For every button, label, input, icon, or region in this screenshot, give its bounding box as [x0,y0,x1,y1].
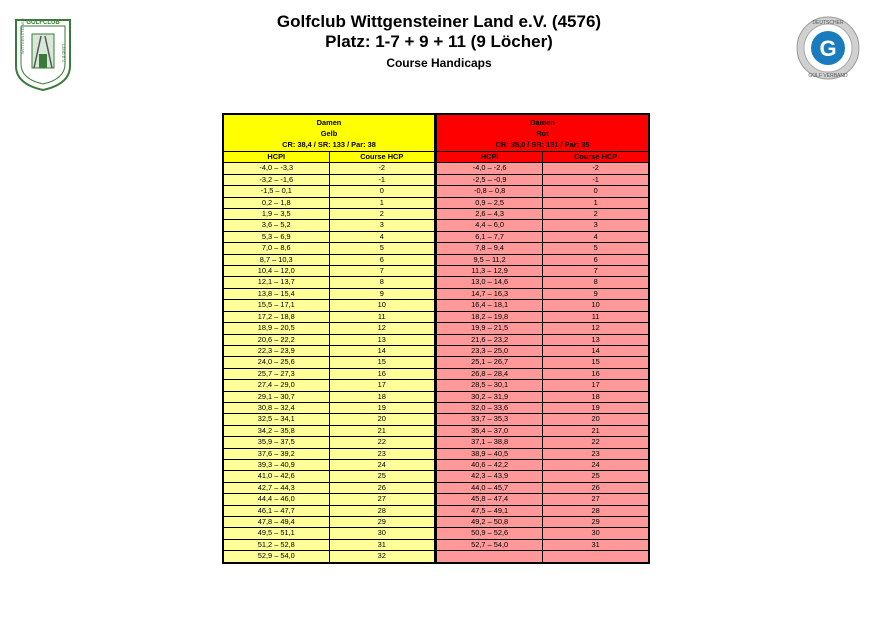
table-row [437,505,650,516]
club-title: Golfclub Wittgensteiner Land e.V. (4576) [276,12,602,31]
course-hcp-cell: 0 [329,186,435,197]
course-hcp-cell: -2 [329,163,435,174]
hcpi-range-cell: -2,5 – -0,9 [437,174,543,185]
table-row [223,186,435,197]
course-hcp-cell: 0 [543,186,649,197]
svg-text:GOLFCLUB: GOLFCLUB [26,20,60,26]
gelb-col-hcpi: HCPI [223,152,329,163]
course-hcp-cell: 28 [543,505,649,516]
course-hcp-cell: 4 [543,231,649,242]
table-row [223,539,435,550]
course-hcp-cell: 15 [329,357,435,368]
hcpi-range-cell: 35,4 – 37,0 [437,425,543,436]
course-hcp-cell: 13 [329,334,435,345]
hcpi-range-cell [437,551,543,563]
table-row [437,174,650,185]
gelb-tee-header [223,114,435,152]
course-hcp-cell: 30 [329,528,435,539]
course-hcp-cell: 19 [543,402,649,413]
table-row [223,311,435,322]
course-hcp-cell: 22 [329,437,435,448]
course-hcp-cell: 18 [543,391,649,402]
course-hcp-cell: 26 [543,482,649,493]
rot-ratings: CR: 35,0 / SR: 131 / Par: 35 [495,139,590,149]
course-title: Platz: 1-7 + 9 + 11 (9 Löcher) [325,32,553,51]
hcpi-range-cell: 47,8 – 49,4 [223,517,329,528]
course-hcp-cell: 5 [329,243,435,254]
hcpi-range-cell: 37,6 – 39,2 [223,448,329,459]
course-hcp-cell: 31 [543,539,649,550]
table-row [223,300,435,311]
table-row [437,323,650,334]
table-gelb [222,113,436,564]
hcpi-range-cell: 11,3 – 12,9 [437,266,543,277]
table-row [223,528,435,539]
course-hcp-cell: 2 [329,209,435,220]
rot-tee-header [437,114,650,152]
hcpi-range-cell: 39,3 – 40,9 [223,459,329,470]
table-row [437,197,650,208]
course-hcp-cell: 26 [329,482,435,493]
document-header [0,12,878,70]
hcpi-range-cell: 17,2 – 18,8 [223,311,329,322]
course-hcp-cell: 6 [543,254,649,265]
hcpi-range-cell: 26,8 – 28,4 [437,368,543,379]
table-row [437,243,650,254]
course-hcp-cell: 24 [329,459,435,470]
course-hcp-cell: 28 [329,505,435,516]
table-row [437,414,650,425]
hcpi-range-cell: 49,5 – 51,1 [223,528,329,539]
course-hcp-cell: -1 [329,174,435,185]
table-row [223,391,435,402]
hcpi-range-cell: 13,8 – 15,4 [223,288,329,299]
document-subtitle: Course Handicaps [386,56,492,70]
table-row [223,357,435,368]
hcpi-range-cell: 3,6 – 5,2 [223,220,329,231]
course-hcp-cell: 21 [543,425,649,436]
table-row [223,209,435,220]
table-row [223,471,435,482]
hcpi-range-cell: 32,5 – 34,1 [223,414,329,425]
table-row [223,174,435,185]
course-hcp-cell: -1 [543,174,649,185]
hcpi-range-cell: -3,2 – -1,6 [223,174,329,185]
hcpi-range-cell: 42,7 – 44,3 [223,482,329,493]
table-row [437,209,650,220]
table-row [437,528,650,539]
hcpi-range-cell: 7,8 – 9,4 [437,243,543,254]
table-row [223,459,435,470]
gelb-tee-color: Gelb [320,128,338,138]
table-row [437,494,650,505]
course-hcp-cell: 20 [543,414,649,425]
gelb-gender: Damen [316,117,342,127]
hcpi-range-cell: 21,6 – 23,2 [437,334,543,345]
hcpi-range-cell: 40,6 – 42,2 [437,459,543,470]
hcpi-range-cell: 37,1 – 38,8 [437,437,543,448]
hcpi-range-cell: 5,3 – 6,9 [223,231,329,242]
hcpi-range-cell: 7,0 – 8,6 [223,243,329,254]
table-row [437,186,650,197]
table-row [223,288,435,299]
table-row [223,163,435,174]
course-hcp-cell: 6 [329,254,435,265]
table-row [437,163,650,174]
svg-text:DEUTSCHER: DEUTSCHER [812,20,844,26]
table-row [223,277,435,288]
table-row [437,425,650,436]
svg-text:WITTGENSTEINER: WITTGENSTEINER [20,18,25,54]
table-row [437,334,650,345]
hcpi-range-cell: 41,0 – 42,6 [223,471,329,482]
course-hcp-cell: 2 [543,209,649,220]
table-row [223,402,435,413]
course-hcp-cell: 9 [543,288,649,299]
course-hcp-cell: 9 [329,288,435,299]
svg-text:G: G [819,36,837,61]
table-row [223,517,435,528]
table-row [437,391,650,402]
hcpi-range-cell: -1,5 – 0,1 [223,186,329,197]
table-row [437,311,650,322]
hcpi-range-cell: 29,1 – 30,7 [223,391,329,402]
course-hcp-cell: 13 [543,334,649,345]
hcpi-range-cell: 32,0 – 33,6 [437,402,543,413]
course-hcp-cell: 32 [329,551,435,563]
course-hcp-cell: 29 [543,517,649,528]
course-hcp-cell: 19 [329,402,435,413]
course-hcp-cell: 22 [543,437,649,448]
course-hcp-cell: 17 [329,380,435,391]
table-row [223,197,435,208]
hcpi-range-cell: 24,0 – 25,6 [223,357,329,368]
hcpi-range-cell: 30,2 – 31,9 [437,391,543,402]
hcpi-range-cell: 18,9 – 20,5 [223,323,329,334]
hcpi-range-cell: -0,8 – 0,8 [437,186,543,197]
svg-text:GOLF VERBAND: GOLF VERBAND [808,73,848,79]
hcpi-range-cell: 25,1 – 26,7 [437,357,543,368]
table-row [223,243,435,254]
course-hcp-cell: 8 [329,277,435,288]
table-row [437,459,650,470]
hcpi-range-cell: 20,6 – 22,2 [223,334,329,345]
hcpi-range-cell: 42,3 – 43,9 [437,471,543,482]
hcpi-range-cell: 18,2 – 19,8 [437,311,543,322]
table-row [437,551,650,563]
hcpi-range-cell: 1,9 – 3,5 [223,209,329,220]
hcpi-range-cell: 38,9 – 40,5 [437,448,543,459]
table-row [223,414,435,425]
course-hcp-cell: 16 [543,368,649,379]
handicap-tables [222,113,650,564]
table-row [223,231,435,242]
rot-col-hcpi: HCPI [437,152,543,163]
course-hcp-cell: 30 [543,528,649,539]
hcpi-range-cell: 22,3 – 23,9 [223,345,329,356]
table-row [223,266,435,277]
course-hcp-cell: 15 [543,357,649,368]
course-hcp-cell: 11 [329,311,435,322]
hcpi-range-cell: 30,8 – 32,4 [223,402,329,413]
hcpi-range-cell: 44,4 – 46,0 [223,494,329,505]
table-row [437,517,650,528]
table-row [223,551,435,563]
course-hcp-cell: 21 [329,425,435,436]
hcpi-range-cell: 50,9 – 52,6 [437,528,543,539]
course-hcp-cell: 10 [329,300,435,311]
course-hcp-cell: 23 [543,448,649,459]
course-hcp-cell: 17 [543,380,649,391]
table-row [223,334,435,345]
table-row [437,380,650,391]
table-row [437,402,650,413]
table-row [437,277,650,288]
hcpi-range-cell: 34,2 – 35,8 [223,425,329,436]
hcpi-range-cell: 10,4 – 12,0 [223,266,329,277]
table-row [437,368,650,379]
course-hcp-cell: 20 [329,414,435,425]
hcpi-range-cell: 52,7 – 54,0 [437,539,543,550]
table-row [437,482,650,493]
table-row [223,380,435,391]
hcpi-range-cell: 51,2 – 52,8 [223,539,329,550]
course-hcp-cell: 16 [329,368,435,379]
course-hcp-cell [543,551,649,563]
hcpi-range-cell: 15,5 – 17,1 [223,300,329,311]
table-row [223,323,435,334]
course-hcp-cell: 10 [543,300,649,311]
course-hcp-cell: 12 [543,323,649,334]
course-hcp-cell: 4 [329,231,435,242]
course-hcp-cell: 14 [329,345,435,356]
hcpi-range-cell: 33,7 – 35,3 [437,414,543,425]
table-row [223,345,435,356]
gelb-ratings: CR: 38,4 / SR: 133 / Par: 38 [282,139,376,149]
table-row [437,288,650,299]
hcpi-range-cell: 47,5 – 49,1 [437,505,543,516]
hcpi-range-cell: 4,4 – 6,0 [437,220,543,231]
course-hcp-cell: 7 [329,266,435,277]
table-row [223,425,435,436]
hcpi-range-cell: 27,4 – 29,0 [223,380,329,391]
table-row [223,482,435,493]
course-hcp-cell: 27 [543,494,649,505]
course-hcp-cell: 31 [329,539,435,550]
hcpi-range-cell: 8,7 – 10,3 [223,254,329,265]
hcpi-range-cell: 13,0 – 14,6 [437,277,543,288]
hcpi-range-cell: -4,0 – -2,6 [437,163,543,174]
hcpi-range-cell: 9,5 – 11,2 [437,254,543,265]
course-hcp-cell: 24 [543,459,649,470]
table-row [437,300,650,311]
table-row [437,231,650,242]
hcpi-range-cell: 35,9 – 37,5 [223,437,329,448]
hcpi-range-cell: 16,4 – 18,1 [437,300,543,311]
hcpi-range-cell: 49,2 – 50,8 [437,517,543,528]
table-row [223,448,435,459]
table-row [437,254,650,265]
course-hcp-cell: -2 [543,163,649,174]
hcpi-range-cell: 14,7 – 16,3 [437,288,543,299]
hcpi-range-cell: 2,6 – 4,3 [437,209,543,220]
course-hcp-cell: 18 [329,391,435,402]
course-hcp-cell: 29 [329,517,435,528]
table-row [223,368,435,379]
hcpi-range-cell: 46,1 – 47,7 [223,505,329,516]
rot-gender: Damen [530,117,555,127]
table-row [437,448,650,459]
hcpi-range-cell: -4,0 – -3,3 [223,163,329,174]
table-row [437,357,650,368]
hcpi-range-cell: 45,8 – 47,4 [437,494,543,505]
table-row [437,437,650,448]
hcpi-range-cell: 52,9 – 54,0 [223,551,329,563]
table-row [437,345,650,356]
table-row [437,266,650,277]
hcpi-range-cell: 28,5 – 30,1 [437,380,543,391]
course-hcp-cell: 25 [543,471,649,482]
table-row [223,494,435,505]
hcpi-range-cell: 12,1 – 13,7 [223,277,329,288]
course-hcp-cell: 3 [329,220,435,231]
hcpi-range-cell: 44,0 – 45,7 [437,482,543,493]
course-hcp-cell: 14 [543,345,649,356]
course-hcp-cell: 25 [329,471,435,482]
course-hcp-cell: 3 [543,220,649,231]
course-hcp-cell: 8 [543,277,649,288]
hcpi-range-cell: 19,9 – 21,5 [437,323,543,334]
table-row [223,254,435,265]
hcpi-range-cell: 25,7 – 27,3 [223,368,329,379]
course-hcp-cell: 1 [543,197,649,208]
course-hcp-cell: 12 [329,323,435,334]
hcpi-range-cell: 0,2 – 1,8 [223,197,329,208]
hcpi-range-cell: 0,9 – 2,5 [437,197,543,208]
table-rot [436,113,650,564]
table-row [437,220,650,231]
hcpi-range-cell: 6,1 – 7,7 [437,231,543,242]
svg-text:LAND E.V.: LAND E.V. [61,44,66,63]
table-row [223,220,435,231]
gelb-col-course-hcp: Course HCP [329,152,435,163]
table-row [223,437,435,448]
rot-tee-color: Rot [536,128,549,138]
hcpi-range-cell: 23,3 – 25,0 [437,345,543,356]
course-hcp-cell: 7 [543,266,649,277]
course-hcp-cell: 11 [543,311,649,322]
table-row [437,471,650,482]
rot-col-course-hcp: Course HCP [543,152,649,163]
table-row [437,539,650,550]
table-row [223,505,435,516]
course-hcp-cell: 1 [329,197,435,208]
course-hcp-cell: 5 [543,243,649,254]
course-hcp-cell: 23 [329,448,435,459]
course-hcp-cell: 27 [329,494,435,505]
